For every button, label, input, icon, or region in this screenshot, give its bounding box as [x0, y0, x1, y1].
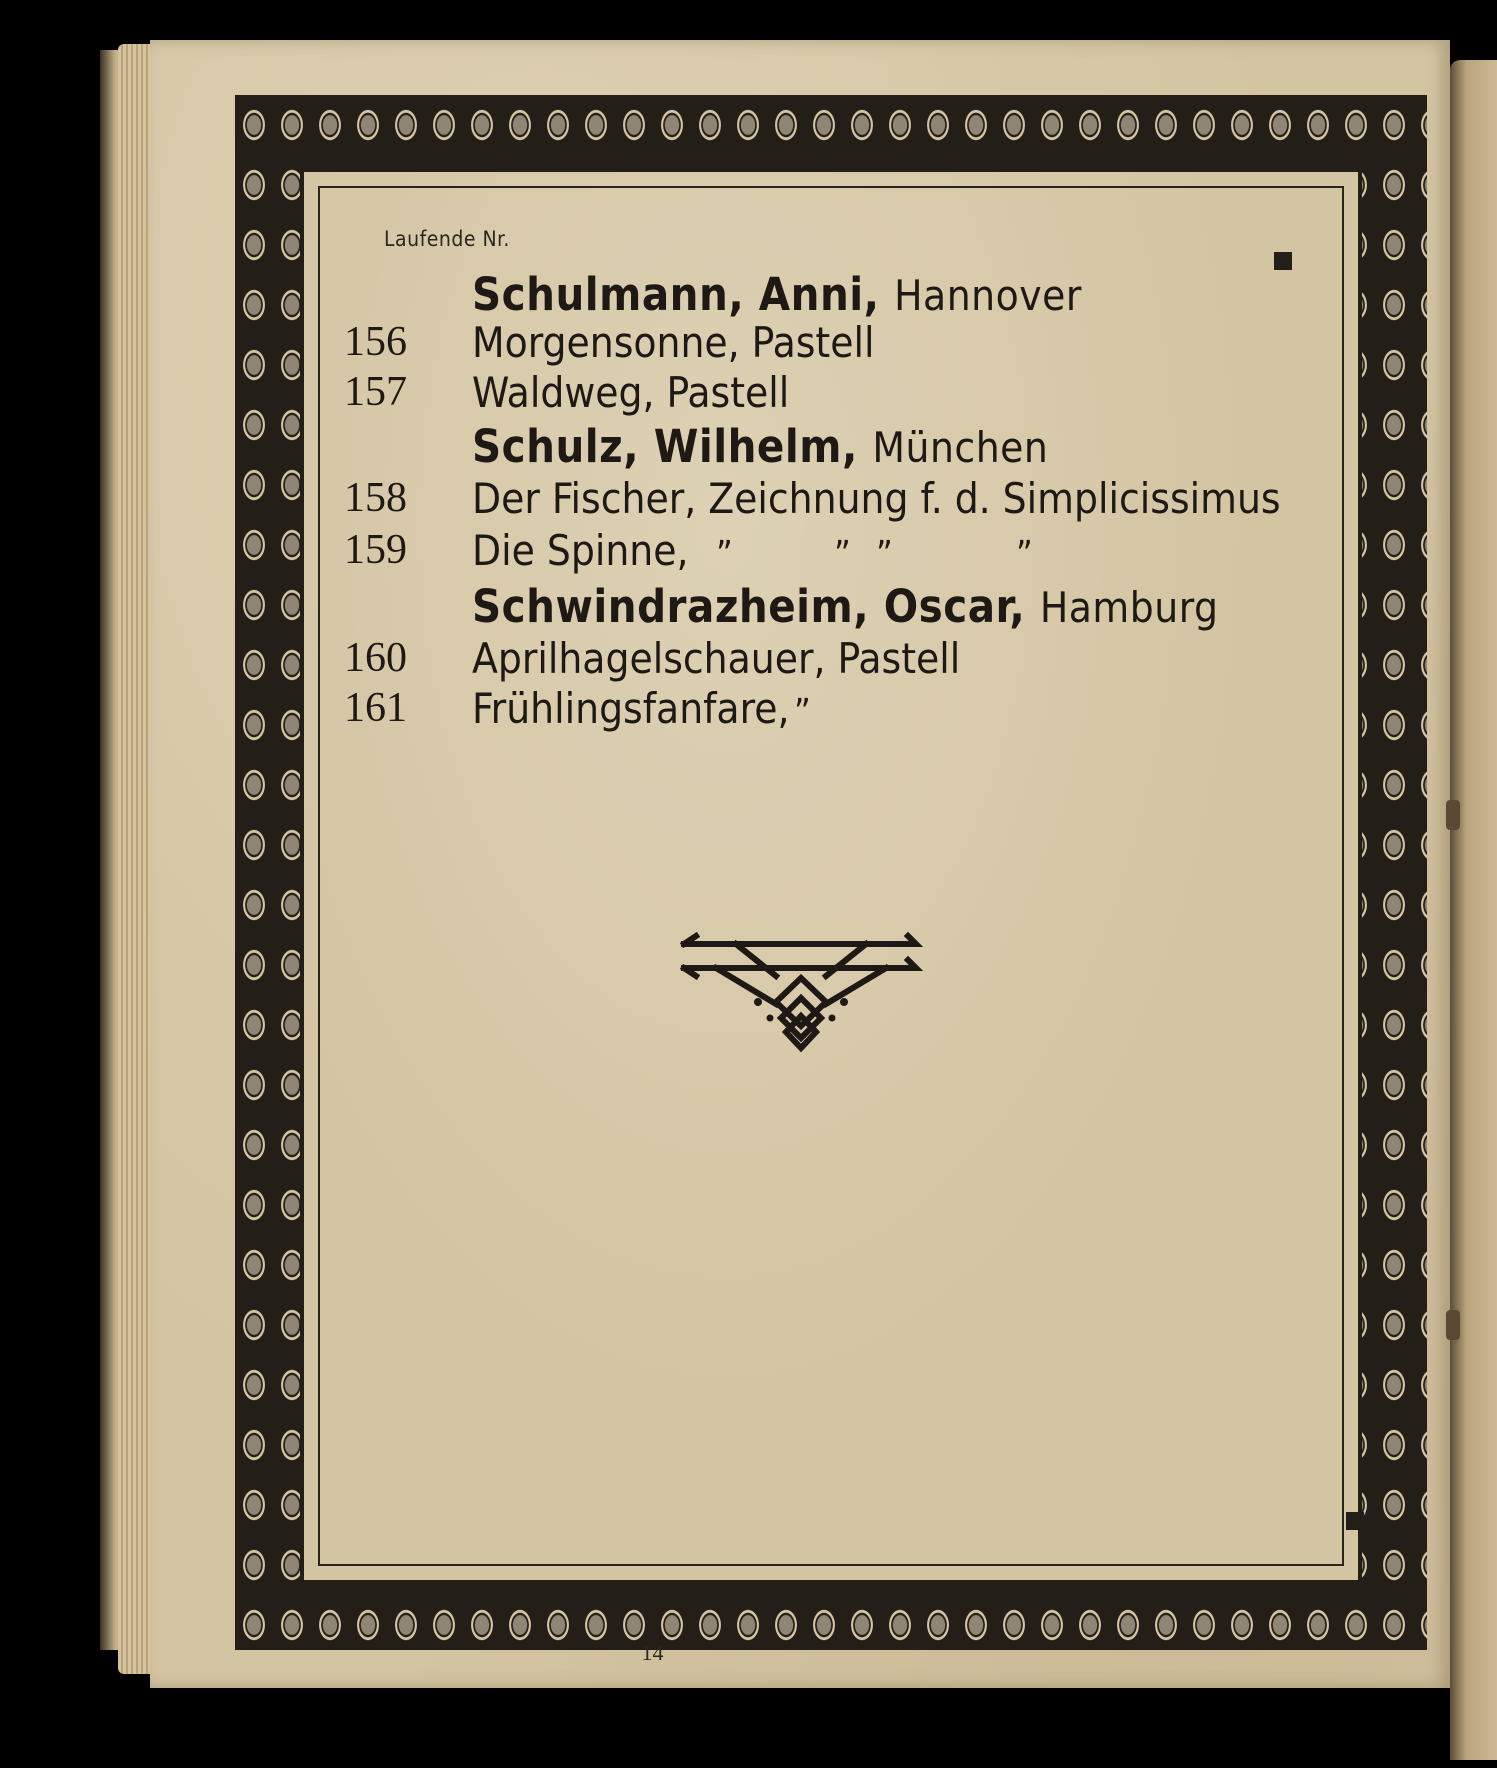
entry-number: 159 — [344, 527, 407, 573]
entry-number: 156 — [344, 319, 407, 365]
entry-title: Frühlingsfanfare, — [472, 684, 790, 733]
ditto-mark: ” — [716, 534, 733, 575]
artist-city: Hannover — [894, 271, 1082, 320]
entry-number: 157 — [344, 369, 407, 415]
column-header-label: Laufende Nr. — [384, 227, 510, 251]
ditto-mark: ” — [834, 534, 851, 575]
artist-name — [472, 268, 1082, 321]
artist-city: München — [872, 423, 1049, 472]
ditto-mark: ” — [794, 692, 811, 733]
entry-number: 158 — [344, 475, 407, 521]
artist-name — [472, 420, 1048, 473]
binding-hole — [1446, 800, 1460, 830]
ditto-mark: ” — [1016, 534, 1033, 575]
entry-number: 161 — [344, 685, 407, 731]
page-number-text: 14 — [641, 1640, 664, 1665]
catalog-panel — [300, 168, 1362, 1584]
entry-title: Waldweg, Pastell — [472, 368, 790, 417]
vignette-ornament-icon — [676, 932, 926, 1062]
ditto-mark: ” — [876, 534, 893, 575]
entry-title: Aprilhagelschauer, Pastell — [472, 634, 961, 683]
page-number — [0, 1640, 1497, 1666]
artist-name-text: Schulz, Wilhelm, — [472, 420, 858, 473]
entry-title: Morgensonne, Pastell — [472, 318, 875, 367]
entry-number: 160 — [344, 635, 407, 681]
artist-city: Hamburg — [1039, 583, 1219, 632]
artist-name — [472, 580, 1218, 633]
adjacent-page-edge — [1450, 60, 1497, 1760]
binding-hole — [1446, 1310, 1460, 1340]
corner-square-ornament — [1346, 1512, 1364, 1530]
corner-square-ornament — [1274, 252, 1292, 270]
entry-title: Die Spinne, — [472, 526, 689, 575]
artist-name-text: Schulmann, Anni, — [472, 268, 880, 321]
entry-title: Der Fischer, Zeichnung f. d. Simplicissimus — [472, 474, 1281, 523]
artist-name-text: Schwindrazheim, Oscar, — [472, 580, 1026, 633]
